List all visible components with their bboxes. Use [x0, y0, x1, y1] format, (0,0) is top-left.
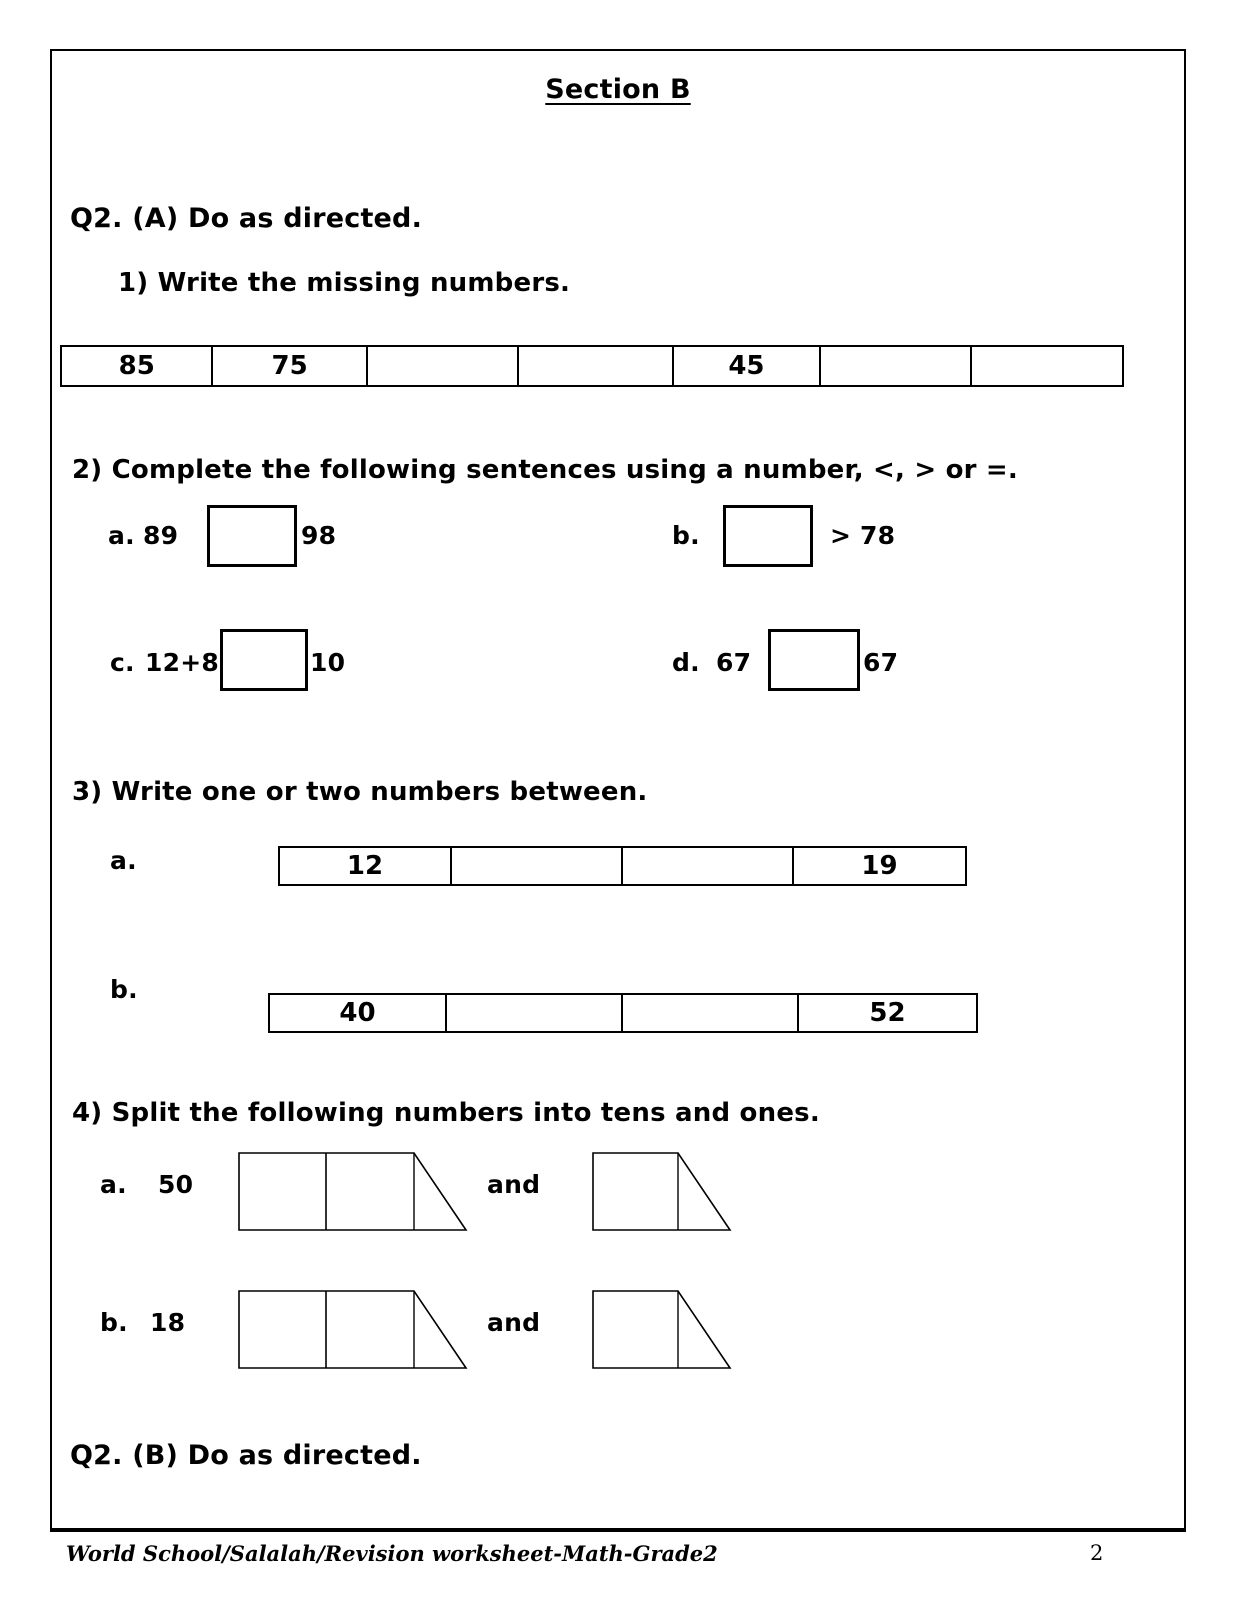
item2-part-b-right-operand: > 78 [830, 521, 896, 550]
item2-part-a-left-operand: 89 [143, 521, 179, 550]
q2a-heading: Q2. (A) Do as directed. [70, 203, 423, 234]
between-strip-a [278, 846, 967, 886]
between-cell[interactable]: 19 [861, 851, 898, 881]
between-strip-b [268, 993, 978, 1033]
ones-trapezoid-a[interactable] [592, 1152, 736, 1232]
item4-row-b-conjunction: and [487, 1308, 541, 1337]
item4-prompt: 4) Split the following numbers into tens and ones. [72, 1098, 820, 1128]
item2-prompt: 2) Complete the following sentences using a number, <, > or =. [72, 455, 1018, 485]
sequence-cell[interactable]: 45 [674, 347, 821, 385]
item2-part-a-label: a. [108, 521, 135, 550]
sequence-cell[interactable] [519, 347, 673, 385]
between-cell[interactable]: 12 [280, 848, 452, 884]
between-cell[interactable] [452, 848, 623, 884]
page-number: 2 [1090, 1541, 1104, 1565]
item2-part-d-label: d. [672, 648, 700, 677]
item2-part-d-left-operand: 67 [716, 648, 752, 677]
item2-part-d-right-operand: 67 [863, 648, 899, 677]
sequence-cell[interactable] [821, 347, 971, 385]
tens-trapezoid-b[interactable] [238, 1290, 470, 1370]
sequence-cell[interactable]: 75 [213, 347, 367, 385]
item4-row-a-conjunction: and [487, 1170, 541, 1199]
between-cell[interactable] [447, 995, 623, 1031]
between-cell[interactable] [623, 848, 794, 884]
item2-part-b-answer-box[interactable] [723, 505, 813, 567]
item3-row-a-label: a. [110, 846, 137, 875]
item4-row-b-number: 18 [150, 1308, 186, 1337]
item2-part-a-right-operand: 98 [301, 521, 337, 550]
footer-label: World School/Salalah/Revision worksheet-Math-Grade2 [66, 1541, 718, 1566]
between-cell[interactable]: 40 [270, 995, 447, 1031]
item2-part-b-label: b. [672, 521, 700, 550]
missing-numbers-strip [60, 345, 1124, 387]
sequence-cell[interactable]: 85 [62, 347, 213, 385]
tens-trapezoid-a[interactable] [238, 1152, 470, 1232]
item2-part-c-label: c. [110, 648, 135, 677]
item4-row-a-label: a. [100, 1170, 127, 1199]
item3-row-b-label: b. [110, 975, 138, 1004]
item2-part-a-answer-box[interactable] [207, 505, 297, 567]
sequence-cell[interactable] [368, 347, 519, 385]
item2-part-c-answer-box[interactable] [220, 629, 308, 691]
item2-part-c-left-operand: 12+8 [145, 648, 219, 677]
between-cell[interactable] [623, 995, 799, 1031]
ones-trapezoid-b[interactable] [592, 1290, 736, 1370]
between-cell[interactable]: 52 [869, 998, 906, 1028]
item1-prompt: 1) Write the missing numbers. [118, 268, 571, 298]
item4-row-b-label: b. [100, 1308, 128, 1337]
sequence-cell[interactable] [972, 347, 1122, 385]
q2b-heading: Q2. (B) Do as directed. [70, 1440, 422, 1471]
item3-prompt: 3) Write one or two numbers between. [72, 777, 648, 807]
item4-row-a-number: 50 [158, 1170, 194, 1199]
page-title: Section B [545, 74, 691, 105]
item2-part-c-right-operand: 10 [310, 648, 346, 677]
footer-divider [50, 1530, 1186, 1532]
item2-part-d-answer-box[interactable] [768, 629, 860, 691]
